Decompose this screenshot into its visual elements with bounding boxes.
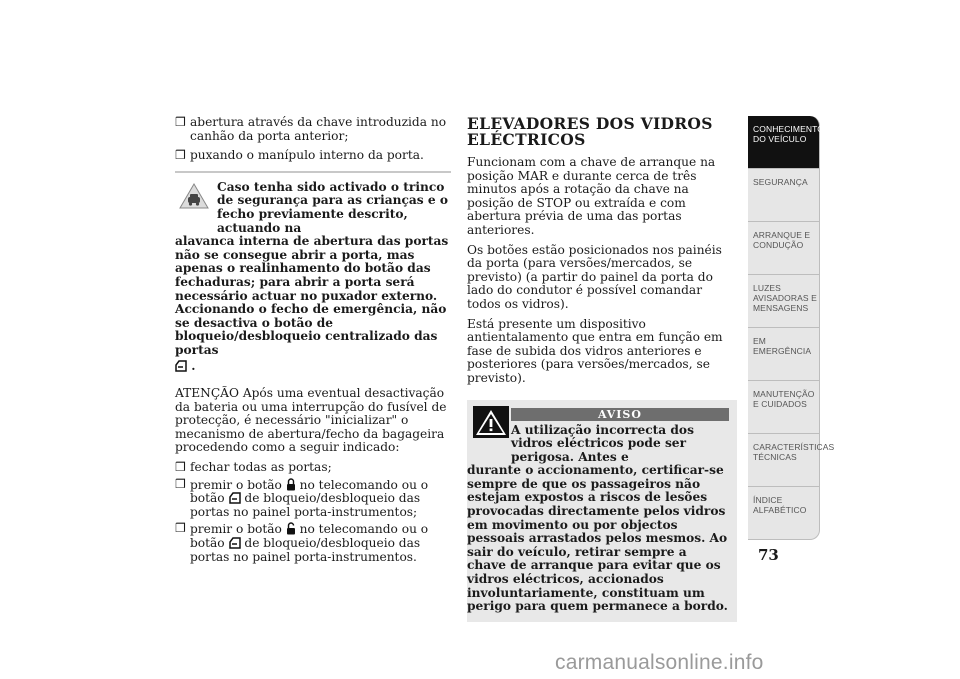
list-item-text-b: no telecomando ou o botão [190,522,429,551]
divider [175,171,451,173]
caution-note [175,181,451,373]
list-item-text-a: premir o botão [190,477,282,492]
car-door-lock-icon [175,360,187,372]
list-item-text-c: de bloqueio/desbloqueio das portas no painel porta-instrumentos. [190,536,421,564]
left-column [175,116,451,564]
tab-seguranca[interactable]: SEGURANÇA [748,169,820,222]
warning-box [467,400,737,622]
paragraph: Está presente um dispositivo antientalamento que entra em função em fase de subida dos vidros anteriores e posteriores (para versões/mercados, se previsto). [467,316,723,385]
bullet-mark: ❒ [175,521,186,536]
note-first-lines: Caso tenha sido activado o trinco de segurança para as crianças e o fecho previamente descrito, actuando na [217,179,449,235]
tab-emergencia[interactable]: EM EMERGÊNCIA [748,328,820,381]
list-item-text: fechar todas as portas; [190,460,332,475]
chapter-sidebar [748,116,835,540]
note-end: . [191,358,196,373]
warning-triangle-icon [473,406,509,438]
list-item [175,461,451,475]
tab-arranque[interactable]: ARRANQUE E CONDUÇÃO [748,222,820,275]
list-item-text-b: no telecomando ou o botão [190,477,429,506]
list-item-text-c: de bloqueio/desbloqueio das portas no painel porta-instrumentos; [190,491,421,519]
car-warning-icon [179,183,209,209]
tab-manutencao[interactable]: MANUTENÇÃO E CUIDADOS [748,381,820,434]
car-door-lock-icon [229,537,241,549]
list-item [175,522,451,564]
tab-indice[interactable]: ÍNDICE ALFABÉTICO [748,487,820,540]
warning-body [467,424,729,614]
page-number: 73 [758,546,779,564]
note-rest: alavanca interna de abertura das portas não se consegue abrir a porta, mas apenas o realinhamento do botão das fechaduras; para abrir a porta será necessário actuar no puxador externo. Accionando o fecho de emergência, não se desactiva o botão de bloqueio/desbloqueio centralizado das portas [175,234,449,357]
section-heading: ELEVADORES DOS VIDROS ELÉCTRICOS [467,114,713,149]
list-item-text-a: premir o botão [190,522,282,537]
watermark: carmanualsonline.info [555,651,764,674]
bullet-mark: ❒ [175,148,186,163]
warning-title: AVISO [511,408,729,421]
bullet-mark: ❒ [175,476,186,491]
atencao-paragraph: ATENÇÃO Após uma eventual desactivação da bateria ou uma interrupção do fusível de protecção, é necessário "inicializar" o mecanismo de abertura/fecho da bagageira procedendo como a seguir indicado: [175,386,447,455]
padlock-icon [286,478,296,491]
list-item [175,478,451,520]
tab-conhecimento[interactable]: CONHECIMENTO DO VEÍCULO [748,116,820,169]
list-item-text: abertura através da chave introduzida no canhão da porta anterior; [190,115,447,143]
right-column [467,116,737,622]
warning-rest: durante o accionamento, certificar-se sempre de que os passageiros não estejam expostos a riscos de lesões provocadas directamente pelos vidros em movimento ou por objectos pessoais arrastados pelos mesmos. Ao sair do veículo, retirar sempre a chave de arranque para evitar que os vidros eléctricos, accionados involuntariamente, constituam um perigo para quem permanece a bordo. [467,463,728,614]
list-item-text: puxando o manípulo interno da porta. [190,148,424,163]
list-item [175,149,451,163]
tab-caracteristicas[interactable]: CARACTERÍSTICAS TÉCNICAS [748,434,820,487]
car-door-lock-icon [229,492,241,504]
padlock-open-icon [286,522,296,535]
paragraph: Os botões estão posicionados nos painéis da porta (para versões/mercados, se previsto) (a partir do painel da porta do lado do condutor é possível comandar todos os vidros). [467,242,722,311]
paragraph: Funcionam com a chave de arranque na posição MAR e durante cerca de três minutos após a rotação da chave na posição de STOP ou extraída e com abertura prévia de uma das portas anteriores. [467,155,716,237]
tab-luzes[interactable]: LUZES AVISADORAS E MENSAGENS [748,275,820,328]
list-item [175,116,451,143]
warning-first-lines: A utilização incorrecta dos vidros eléctricos pode ser perigosa. Antes e [511,422,694,464]
bullet-mark: ❒ [175,460,186,475]
bullet-mark: ❒ [175,115,186,129]
